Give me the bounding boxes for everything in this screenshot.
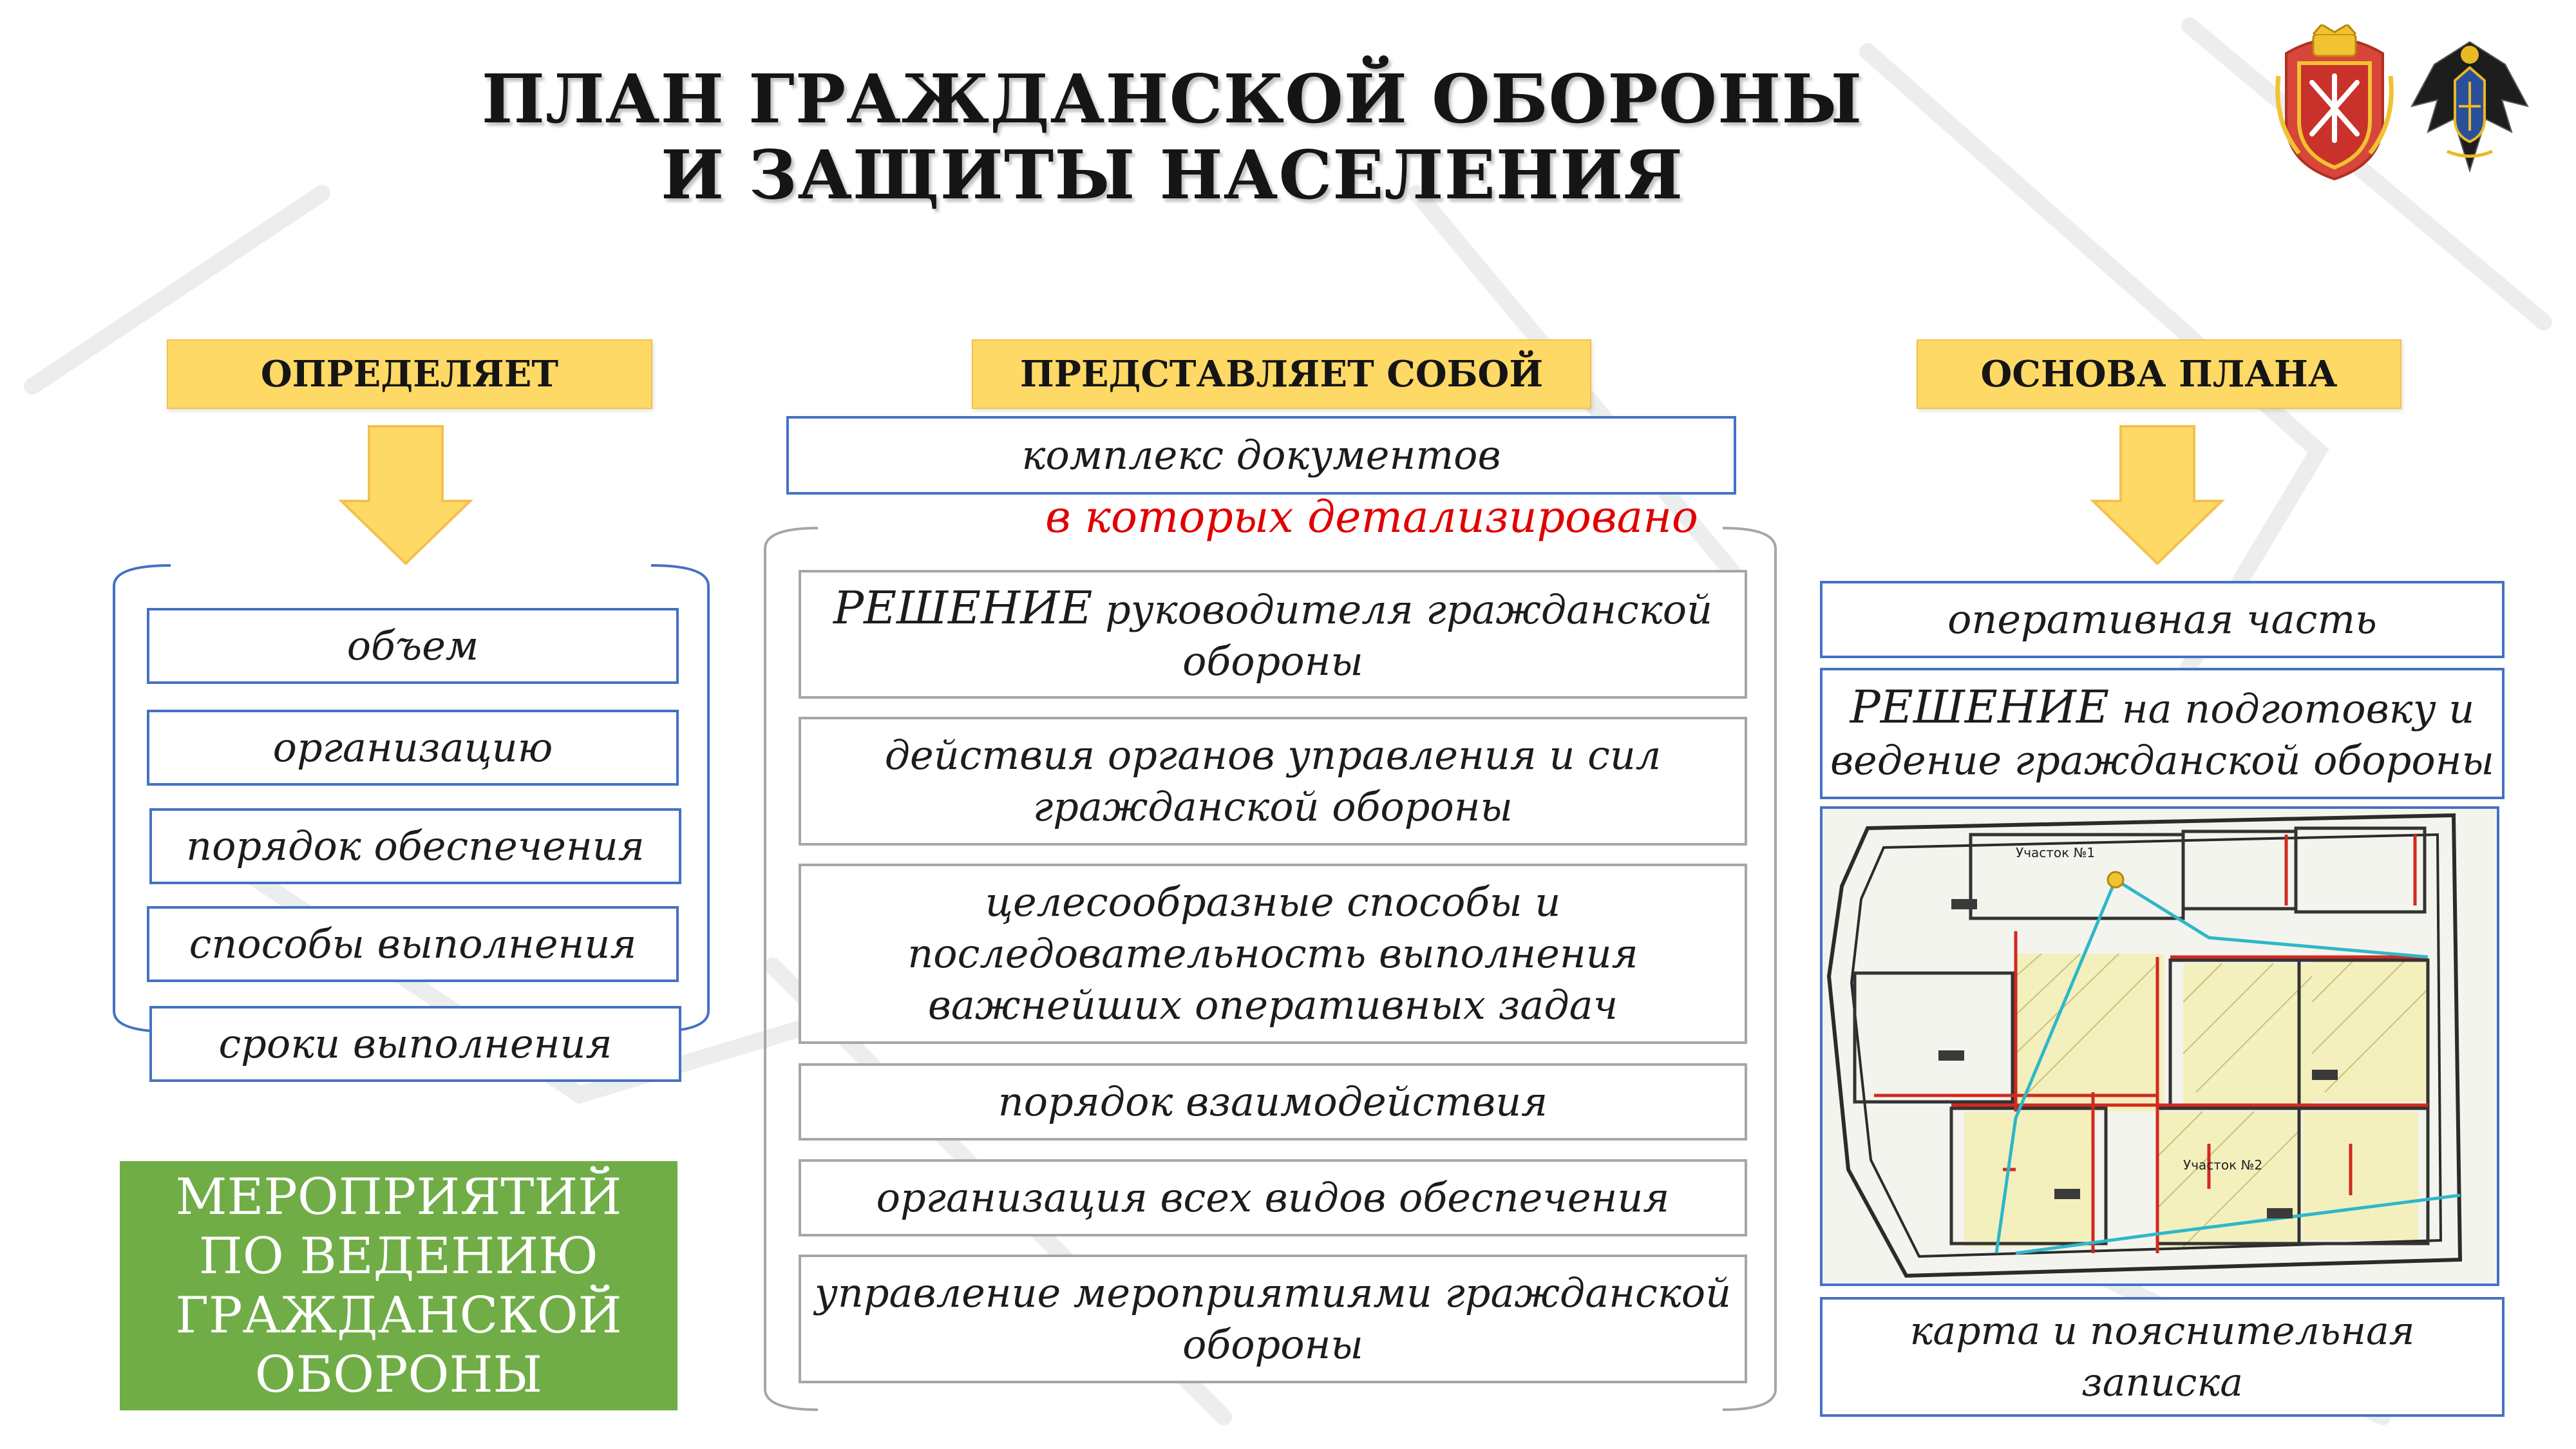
- management-line-1: управление мероприятиями гражданской: [814, 1269, 1732, 1316]
- center-complex-documents: комплекс документов: [786, 416, 1736, 495]
- management-line-2: обороны: [1182, 1321, 1363, 1368]
- center-item-management: [799, 1255, 1747, 1383]
- right-decision: [1820, 668, 2505, 799]
- green-box-activities: [120, 1161, 677, 1410]
- emercom-emblem-icon: [2409, 29, 2531, 184]
- center-item-decision: [799, 570, 1747, 699]
- center-item-interaction: порядок взаимодействия: [799, 1063, 1747, 1141]
- actions-line-2: гражданской обороны: [1032, 783, 1513, 830]
- decision-line-2: обороны: [1182, 637, 1363, 685]
- right-map-caption: [1820, 1297, 2505, 1417]
- detail-note: в которых детализировано: [1045, 492, 1698, 543]
- methods-line-3: важнейших оперативных задач: [927, 981, 1618, 1028]
- title-line-1: ПЛАН ГРАЖДАНСКОЙ ОБОРОНЫ: [481, 59, 1863, 138]
- green-line-1: МЕРОПРИЯТИЙ: [175, 1168, 622, 1226]
- right-decision-rest: на подготовку и: [2109, 685, 2475, 732]
- right-decision-line-2: ведение гражданской обороны: [1830, 736, 2495, 784]
- title-line-2: И ЗАЩИТЫ НАСЕЛЕНИЯ: [661, 135, 1683, 214]
- map-caption-line-2: записка: [2081, 1360, 2243, 1405]
- page-title: [464, 61, 1880, 213]
- left-item-execution-methods: способы выполнения: [147, 906, 679, 982]
- arrow-down-left: [338, 425, 473, 567]
- tula-coat-of-arms-icon: [2273, 24, 2396, 182]
- green-line-2: ПО ВЕДЕНИЮ: [198, 1227, 599, 1285]
- center-item-methods: [799, 864, 1747, 1044]
- map-drawing: [1823, 809, 2497, 1283]
- civil-defense-map: [1820, 806, 2499, 1286]
- center-item-support: организация всех видов обеспечения: [799, 1159, 1747, 1236]
- methods-line-2: последовательность выполнения: [907, 930, 1638, 977]
- map-label-sector2: Участок №2: [2183, 1157, 2263, 1173]
- actions-line-1: действия органов управления и сил: [884, 732, 1662, 779]
- arrow-down-right: [2090, 425, 2225, 567]
- green-line-4: ОБОРОНЫ: [254, 1345, 543, 1404]
- left-item-organization: организацию: [147, 710, 679, 786]
- left-item-execution-terms: сроки выполнения: [149, 1006, 681, 1082]
- left-item-support-order: порядок обеспечения: [149, 808, 681, 884]
- green-line-3: ГРАЖДАНСКОЙ: [175, 1286, 622, 1345]
- center-item-actions: [799, 717, 1747, 846]
- map-label-sector1: Участок №1: [2016, 845, 2096, 860]
- decision-lead: РЕШЕНИЕ: [833, 581, 1093, 634]
- header-plan-basis: ОСНОВА ПЛАНА: [1917, 339, 2401, 409]
- left-item-volume: объем: [147, 608, 679, 684]
- right-operative-part: оперативная часть: [1820, 581, 2505, 658]
- header-represents: ПРЕДСТАВЛЯЕТ СОБОЙ: [972, 339, 1591, 409]
- header-defines: ОПРЕДЕЛЯЕТ: [167, 339, 652, 409]
- map-caption-line-1: карта и пояснительная: [1909, 1309, 2415, 1354]
- right-decision-lead: РЕШЕНИЕ: [1850, 680, 2110, 734]
- decision-rest: руководителя гражданской: [1092, 585, 1712, 633]
- methods-line-1: целесообразные способы и: [985, 878, 1561, 925]
